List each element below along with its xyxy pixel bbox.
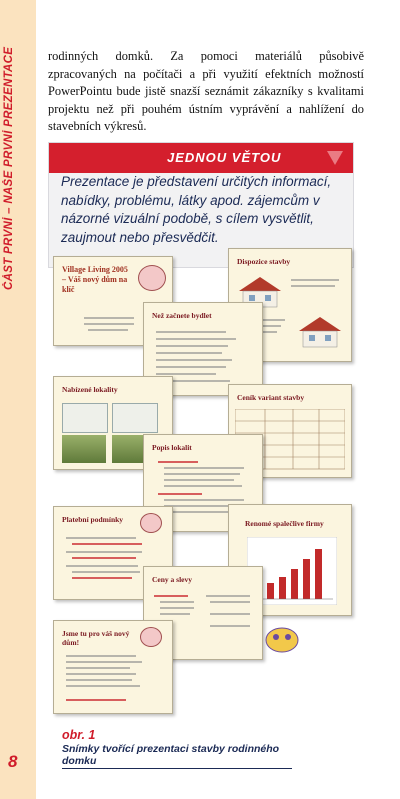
figure-caption: Snímky tvořící prezentaci stavby rodinného domku (62, 743, 292, 769)
mascot-icon (140, 513, 162, 533)
slide-title-text: Platební podmínky (62, 515, 124, 524)
figure-label: obr. 1 (62, 728, 96, 742)
slide-title-text: Dispozice stavby (237, 257, 291, 266)
definition-header (49, 143, 353, 173)
slide-title-text: Ceník variant stavby (237, 393, 305, 402)
mascot-illustration (262, 622, 302, 656)
slide-title-text: Nabízené lokality (62, 385, 118, 394)
slide-title-text: Popis lokalit (152, 443, 192, 452)
slide-title-text: Ceny a slevy (152, 575, 192, 584)
slide-title-text: Než začnete bydlet (152, 311, 212, 320)
slide-title-text: Jsme tu pro váš nový dům! (62, 629, 130, 647)
mascot-icon (138, 265, 166, 291)
slide-title-text: Village Living 2005 – Váš nový dům na klíč (62, 265, 128, 294)
aerial-photo (62, 435, 106, 463)
map-image (112, 403, 158, 433)
mascot-icon (140, 627, 162, 647)
body-paragraph: rodinných domků. Za pomoci materiálů působivě zpracovaných na počítači a při využití efektních možností PowerPointu bude jistě snazší seznámit zákazníky s kvalitami projektu než při pouhém ústním vyprávění a nahlížení do stavebních výkresů. (48, 49, 364, 134)
sidebar (0, 0, 36, 799)
house-image (295, 315, 345, 349)
map-image (62, 403, 108, 433)
slide-title-text: Renomé spalečlive firmy (245, 519, 324, 528)
definition-title: JEDNOU VĚTOU (167, 150, 282, 165)
slides-collage (48, 248, 358, 718)
definition-text: Prezentace je představení určitých informací, nabídky, problému, látky apod. zájemcům v názorné vizuální podobě, s cílem vysvětlit, zaujmout nebo přesvědčit. (61, 174, 332, 245)
page-number: 8 (8, 752, 18, 771)
chapter-title: ČÁST PRVNÍ – NAŠE PRVNÍ PREZENTACE (3, 46, 15, 290)
slide-jsme-tu (53, 620, 173, 714)
